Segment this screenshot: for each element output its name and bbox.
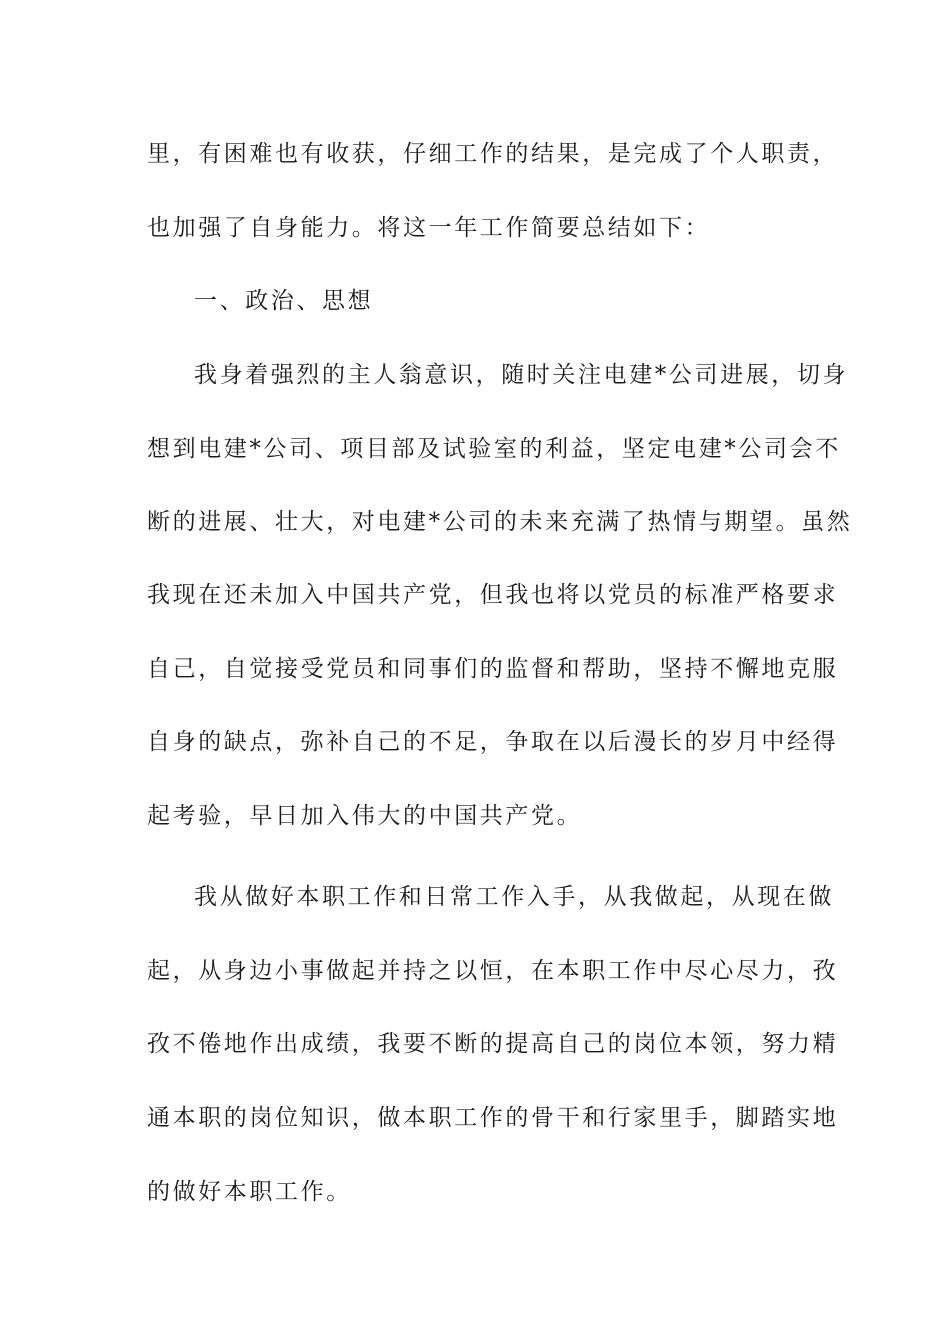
text-line: 孜不倦地作出成绩，我要不断的提高自己的岗位本领，努力精 bbox=[147, 1031, 839, 1057]
text-line: 起考验，早日加入伟大的中国共产党。 bbox=[147, 803, 583, 829]
text-line: 通本职的岗位知识，做本职工作的骨干和行家里手，脚踏实地 bbox=[147, 1105, 839, 1131]
text-line: 我从做好本职工作和日常工作入手，从我做起，从现在做 bbox=[194, 884, 834, 910]
text-line: 自己，自觉接受党员和同事们的监督和帮助，坚持不懈地克服 bbox=[147, 656, 839, 682]
text-line: 我现在还未加入中国共产党，但我也将以党员的标准严格要求 bbox=[147, 582, 839, 608]
text-line: 自身的缺点，弥补自己的不足，争取在以后漫长的岁月中经得 bbox=[147, 729, 839, 755]
section-heading: 一、政治、思想 bbox=[194, 288, 374, 314]
text-line: 起，从身边小事做起并持之以恒，在本职工作中尽心尽力，孜 bbox=[147, 958, 839, 984]
text-line: 的做好本职工作。 bbox=[147, 1179, 352, 1205]
text-line: 也加强了自身能力。将这一年工作简要总结如下： bbox=[147, 215, 711, 241]
text-line: 想到电建*公司、项目部及试验室的利益，坚定电建*公司会不 bbox=[147, 436, 841, 462]
text-line: 我身着强烈的主人翁意识，随时关注电建*公司进展，切身 bbox=[194, 362, 849, 388]
text-line: 断的进展、壮大，对电建*公司的未来充满了热情与期望。虽然 bbox=[147, 509, 853, 535]
text-line: 里，有困难也有收获，仔细工作的结果，是完成了个人职责， bbox=[147, 141, 839, 167]
